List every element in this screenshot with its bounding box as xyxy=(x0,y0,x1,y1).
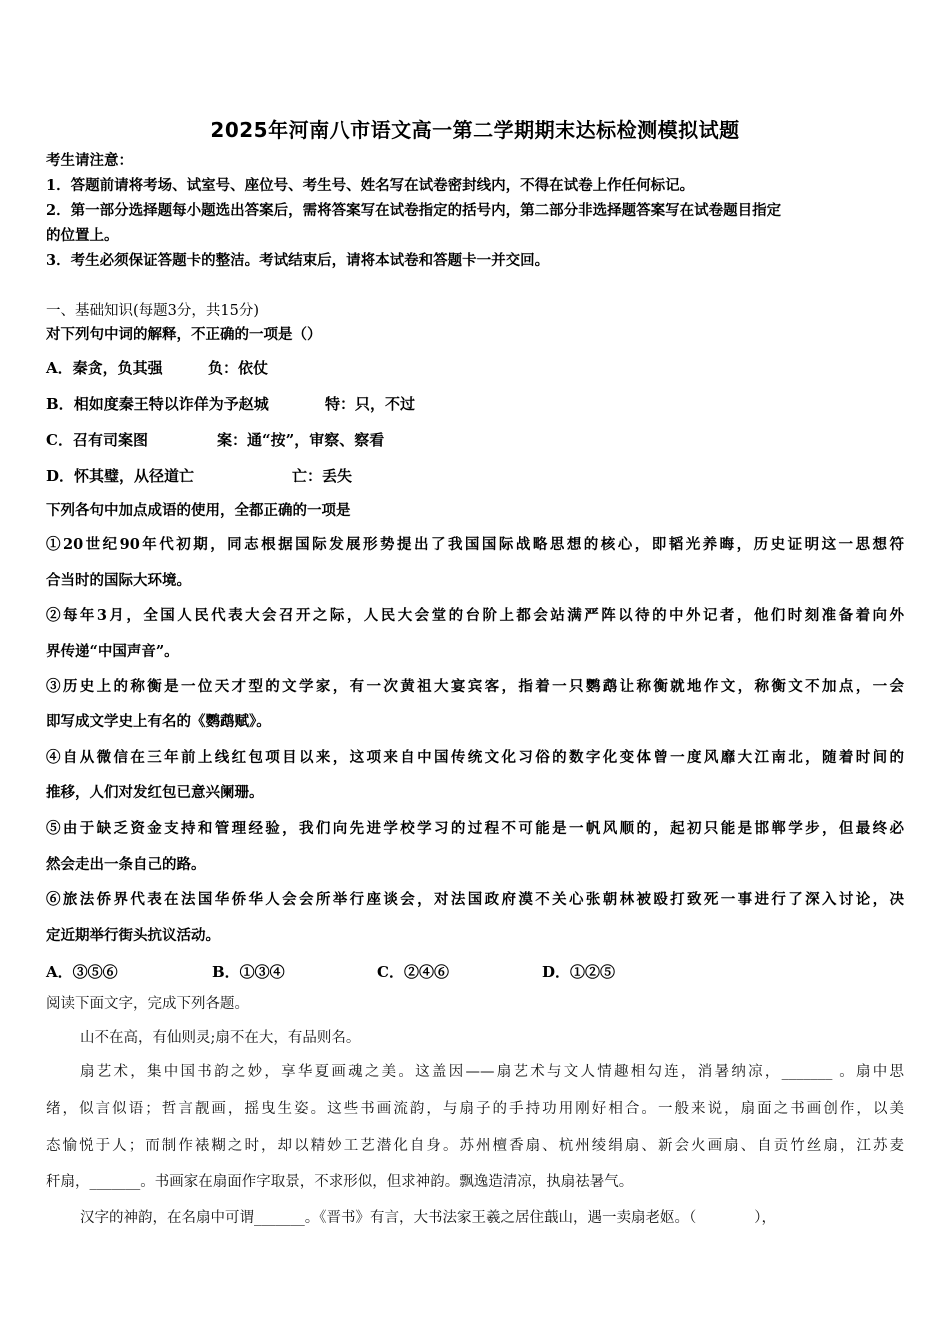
q2-line: ④自从微信在三年前上线红包项目以来，这项来自中国传统文化习俗的数字化变体曾一度风靡大江南北，随着时间的 xyxy=(46,749,904,766)
page-title: 2025年河南八市语文高一第二学期期末达标检测模拟试题 xyxy=(210,118,740,142)
q1-option-a xyxy=(46,358,269,378)
option-sentence: 秦贪，负其强 xyxy=(72,359,163,377)
q2-line: ②每年3月，全国人民代表大会召开之际，人民大会堂的台阶上都会站满严阵以待的中外记者，他们时刻准备着向外 xyxy=(46,607,904,624)
option-gloss: 负：依仗 xyxy=(208,359,269,377)
q2-line: ⑥旅法侨界代表在法国华侨华人会会所举行座谈会，对法国政府漠不关心张朝林被殴打致死一事进行了深入讨论，决 xyxy=(46,891,904,908)
q1-option-d xyxy=(46,466,353,486)
q2-line: 即写成文学史上有名的《鹦鹉赋》。 xyxy=(46,713,271,730)
q1-stem: 对下列句中词的解释，不正确的一项是（） xyxy=(46,326,322,343)
reading-intro: 阅读下面文字，完成下列各题。 xyxy=(46,996,249,1012)
reading-line: 汉字的神韵，在名扇中可谓_______。《晋书》有言，大书法家王羲之居住蕺山，遇一卖扇老妪。（ ）， xyxy=(80,1210,776,1226)
q2-line: 合当时的国际大环境。 xyxy=(46,572,191,589)
reading-line: 绪，似言似语；哲言靓画，摇曳生姿。这些书画流韵，与扇子的手持功用刚好相合。一般来说，扇面之书画创作，以美 xyxy=(46,1101,904,1117)
notice-item-2-cont: 的位置上。 xyxy=(46,227,119,244)
option-letter: B． xyxy=(46,395,74,413)
notice-item-1: 1．答题前请将考场、试室号、座位号、考生号、姓名写在试卷密封线内，不得在试卷上作任何标记。 xyxy=(46,177,695,194)
notice-item-2: 2．第一部分选择题每小题选出答案后，需将答案写在试卷指定的括号内，第二部分非选择题答案写在试卷题目指定 xyxy=(46,202,782,219)
q2-line: ⑤由于缺乏资金支持和管理经验，我们向先进学校学习的过程不可能是一帆风顺的，起初只能是邯郸学步，但最终必 xyxy=(46,820,904,837)
notice-item-3: 3．考生必须保证答题卡的整洁。考试结束后，请将本试卷和答题卡一并交回。 xyxy=(46,252,550,269)
q2-option-a: A．③⑤⑥ xyxy=(46,963,118,981)
q2-stem: 下列各句中加点成语的使用，全都正确的一项是 xyxy=(46,502,351,519)
q2-option-c: C．②④⑥ xyxy=(377,963,449,981)
q2-line: 推移，人们对发红包已意兴阑珊。 xyxy=(46,784,264,801)
q2-line: ①20世纪90年代初期，同志根据国际发展形势提出了我国国际战略思想的核心，即韬光养晦，历史证明这一思想符 xyxy=(46,536,904,553)
option-letter: C． xyxy=(46,431,73,449)
reading-line: 扇艺术，集中国书韵之妙，享华夏画魂之美。这盖因——扇艺术与文人情趣相勾连，消暑纳凉，_______ 。扇中思 xyxy=(80,1064,904,1080)
q2-line: 定近期举行街头抗议活动。 xyxy=(46,927,220,944)
option-gloss: 案：通“按”，审察、察看 xyxy=(217,431,385,449)
option-gloss: 亡：丢失 xyxy=(292,467,353,485)
option-letter: A． xyxy=(46,359,73,377)
q2-option-b: B．①③④ xyxy=(212,963,285,981)
q2-line: 界传递“中国声音”。 xyxy=(46,643,179,660)
reading-line: 山不在高，有仙则灵;扇不在大，有品则名。 xyxy=(80,1030,361,1046)
q2-option-d: D．①②⑤ xyxy=(542,963,616,981)
option-sentence: 召有司案图 xyxy=(72,431,148,449)
q1-option-c xyxy=(46,430,385,450)
option-sentence: 怀其璧，从径道亡 xyxy=(74,467,195,485)
q2-line: 然会走出一条自己的路。 xyxy=(46,856,206,873)
notice-heading: 考生请注意： xyxy=(46,152,133,169)
q1-option-b xyxy=(46,394,416,414)
section-heading: 一、基础知识(每题3分，共15分) xyxy=(46,303,259,319)
q2-line: ③历史上的称衡是一位天才型的文学家，有一次黄祖大宴宾客，指着一只鹦鹉让称衡就地作文，称衡文不加点，一会 xyxy=(46,678,904,695)
option-sentence: 相如度秦王特以诈佯为予赵城 xyxy=(73,395,269,413)
reading-line: 秆扇，_______。书画家在扇面作字取景，不求形似，但求神韵。飘逸造清凉，执扇祛暑气。 xyxy=(46,1174,634,1190)
option-gloss: 特：只，不过 xyxy=(325,395,416,413)
option-letter: D． xyxy=(46,467,75,485)
reading-line: 态愉悦于人；而制作裱糊之时，却以精妙工艺潜化自身。苏州檀香扇、杭州绫绢扇、新会火画扇、自贡竹丝扇，江苏麦 xyxy=(46,1138,904,1154)
